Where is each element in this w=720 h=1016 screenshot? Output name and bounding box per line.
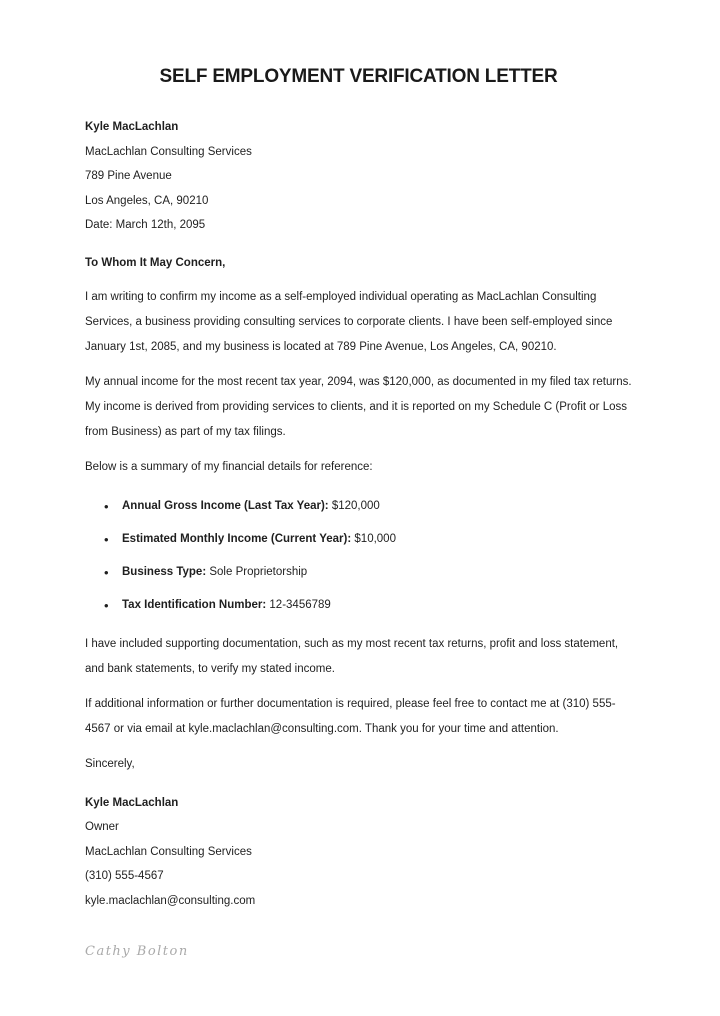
letter-date: Date: March 12th, 2095 (85, 219, 206, 231)
closing-job-title: Owner (85, 821, 119, 833)
valediction: Sincerely, (85, 757, 135, 770)
document-title: SELF EMPLOYMENT VERIFICATION LETTER (159, 66, 558, 87)
paragraph-intro: I am writing to confirm my income as a self-employed individual operating as MacLachlan Consulting Services, a business providing consulting services to corporate clients. I have been self-employed since January 1st, 2085, and my business is located at 789 Pine Avenue, Los Angeles, CA, 90210. (85, 290, 613, 353)
paragraph-contact: If additional information or further documentation is required, please feel free to contact me at (310) 555-4567 or via email at kyle.maclachlan@consulting.com. Thank you for your time and attention. (85, 697, 616, 735)
detail-value: Sole Proprietorship (209, 565, 308, 578)
detail-value: $120,000 (331, 499, 380, 512)
detail-value: 12-3456789 (269, 598, 331, 611)
closing-name: Kyle MacLachlan (85, 796, 179, 809)
sender-name: Kyle MacLachlan (85, 121, 179, 133)
list-item-monthly-income (85, 527, 632, 552)
closing-company: MacLachlan Consulting Services (85, 845, 252, 858)
list-item-tax-id (85, 593, 632, 618)
list-item-business-type (85, 560, 632, 585)
signature-block (85, 791, 632, 914)
sender-address-line2: Los Angeles, CA, 90210 (85, 194, 209, 207)
financial-details-list (85, 494, 632, 618)
closing-email: kyle.maclachlan@consulting.com (85, 894, 256, 907)
paragraph-income: My annual income for the most recent tax year, 2094, was $120,000, as documented in my filed tax returns. My income is derived from providing services to clients, and it is reported on my Schedule C (Profit or Loss from Business) as part of my tax filings. (85, 375, 632, 438)
detail-value: $10,000 (354, 532, 396, 545)
sender-address-block (85, 115, 632, 238)
detail-label: Tax Identification Number: (122, 598, 267, 611)
sender-address-line1: 789 Pine Avenue (85, 170, 172, 182)
handwritten-signature: Cathy Bolton (85, 944, 189, 959)
paragraph-documentation: I have included supporting documentation, such as my most recent tax returns, profit and loss statement, and bank statements, to verify my stated income. (85, 637, 619, 675)
paragraph-summary-intro: Below is a summary of my financial details for reference: (85, 460, 373, 473)
closing-phone: (310) 555-4567 (85, 870, 164, 882)
salutation: To Whom It May Concern, (85, 256, 226, 269)
sender-company: MacLachlan Consulting Services (85, 145, 252, 158)
detail-label: Estimated Monthly Income (Current Year): (122, 532, 352, 545)
detail-label: Annual Gross Income (Last Tax Year): (122, 499, 329, 512)
detail-label: Business Type: (122, 565, 207, 578)
list-item-annual-gross-income (85, 494, 632, 519)
